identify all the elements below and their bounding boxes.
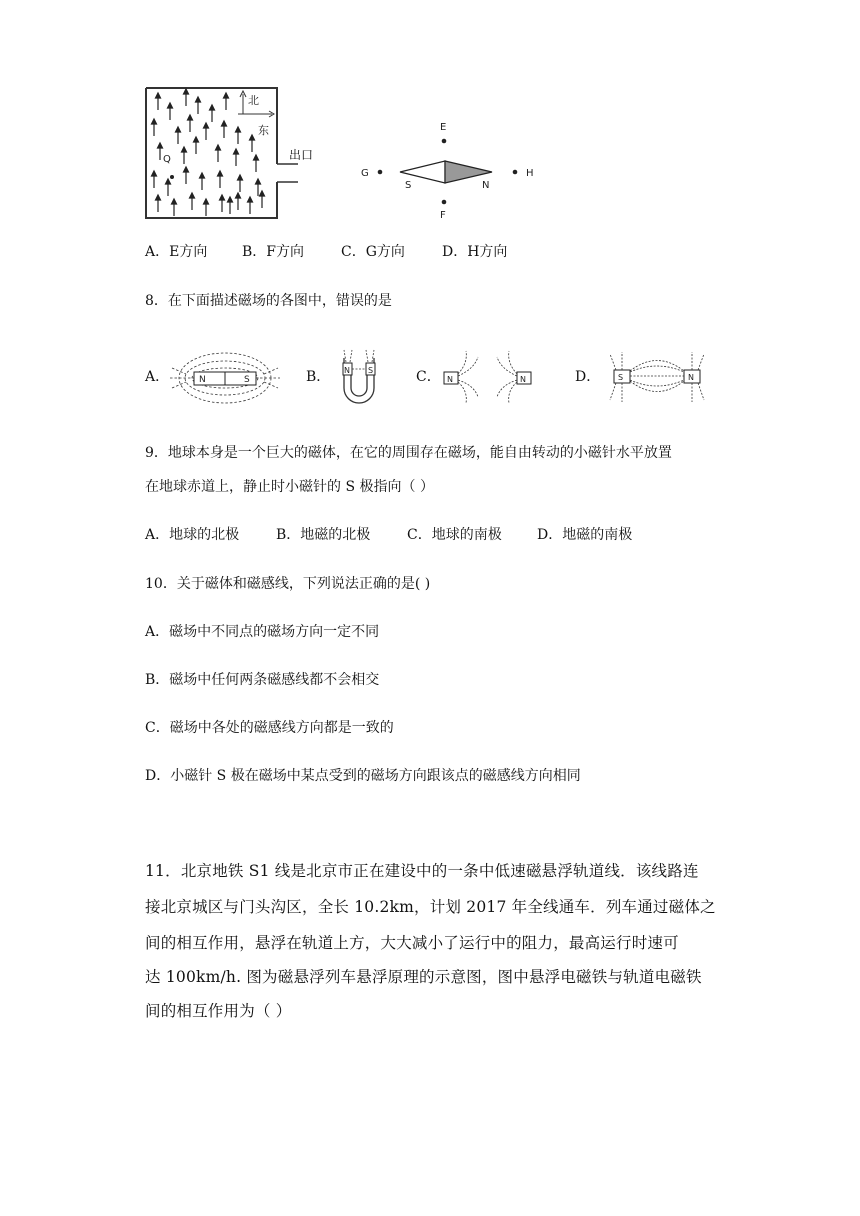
q8-label-d[interactable]: D． xyxy=(575,369,601,385)
q9-stem-line2: 在地球赤道上，静止时小磁针的 S 极指向（ ） xyxy=(145,479,434,495)
north-label: 北 xyxy=(248,94,259,107)
q10-option-c[interactable]: C．磁场中各处的磁感线方向都是一致的 xyxy=(145,720,394,736)
q7-options xyxy=(145,242,507,262)
q8c-pole-n-left: N xyxy=(447,375,453,384)
q8-figure-c xyxy=(440,345,540,409)
q11-line4: 达 100km/h. 图为磁悬浮列车悬浮原理的示意图，图中悬浮电磁铁与轨道电磁铁 xyxy=(145,968,702,986)
q7-option-c[interactable]: C．G方向 xyxy=(341,244,405,260)
q8b-pole-n: N xyxy=(344,366,350,375)
q7-option-d[interactable]: D．H方向 xyxy=(442,244,508,260)
q11-line1: 11．北京地铁 S1 线是北京市正在建设中的一条中低速磁悬浮轨道线．该线路连 xyxy=(145,862,699,880)
q8d-pole-s: S xyxy=(618,373,624,382)
needle-s-label: S xyxy=(405,180,412,191)
q8a-pole-n: N xyxy=(199,375,206,385)
q10-option-d[interactable]: D．小磁针 S 极在磁场中某点受到的磁场方向跟该点的磁感线方向相同 xyxy=(145,768,581,784)
needle-n-label: N xyxy=(482,180,490,191)
q8-figure-a xyxy=(168,342,283,414)
q8c-pole-n-right: N xyxy=(520,375,526,384)
q7-compass-figure xyxy=(355,118,545,223)
q7-option-a[interactable]: A．E方向 xyxy=(145,244,208,260)
q11-line2: 接北京城区与门头沟区，全长 10.2km，计划 2017 年全线通车．列车通过磁体之 xyxy=(145,898,716,916)
east-label: 东 xyxy=(258,124,269,137)
q9-option-c[interactable]: C．地球的南极 xyxy=(407,527,502,543)
q10-option-a[interactable]: A．磁场中不同点的磁场方向一定不同 xyxy=(145,624,380,640)
q8d-pole-n: N xyxy=(688,373,694,382)
q7-option-b[interactable]: B．F方向 xyxy=(242,244,305,260)
q9-option-d[interactable]: D．地磁的南极 xyxy=(537,527,633,543)
q8a-pole-s: S xyxy=(244,375,250,385)
q8b-pole-s: S xyxy=(368,366,374,375)
q10-option-b[interactable]: B．磁场中任何两条磁感线都不会相交 xyxy=(145,672,380,688)
q8-label-b[interactable]: B． xyxy=(306,369,331,385)
q9-option-b[interactable]: B．地磁的北极 xyxy=(276,527,371,543)
q8-figure-b xyxy=(334,344,384,412)
point-e-label: E xyxy=(440,122,447,133)
q8-figure-d xyxy=(606,344,710,410)
point-q-label: Q xyxy=(163,154,171,165)
q8-stem: 8．在下面描述磁场的各图中，错误的是 xyxy=(145,293,392,309)
point-f-label: F xyxy=(440,210,446,221)
q11-line3: 间的相互作用，悬浮在轨道上方，大大减小了运行中的阻力，最高运行时速可 xyxy=(145,934,679,952)
q9-option-a[interactable]: A．地球的北极 xyxy=(145,527,240,543)
exit-label: 出口 xyxy=(289,148,314,162)
q10-stem: 10．关于磁体和磁感线，下列说法正确的是( ) xyxy=(145,576,431,592)
q8-label-c[interactable]: C． xyxy=(416,369,441,385)
q11-line5: 间的相互作用为（ ） xyxy=(145,1002,292,1020)
point-h-label: H xyxy=(526,168,534,179)
q9-options xyxy=(145,525,632,545)
q8-label-a[interactable]: A． xyxy=(145,369,170,385)
q9-stem-line1: 9．地球本身是一个巨大的磁体，在它的周围存在磁场，能自由转动的小磁针水平放置 xyxy=(145,445,672,461)
point-g-label: G xyxy=(361,168,369,179)
